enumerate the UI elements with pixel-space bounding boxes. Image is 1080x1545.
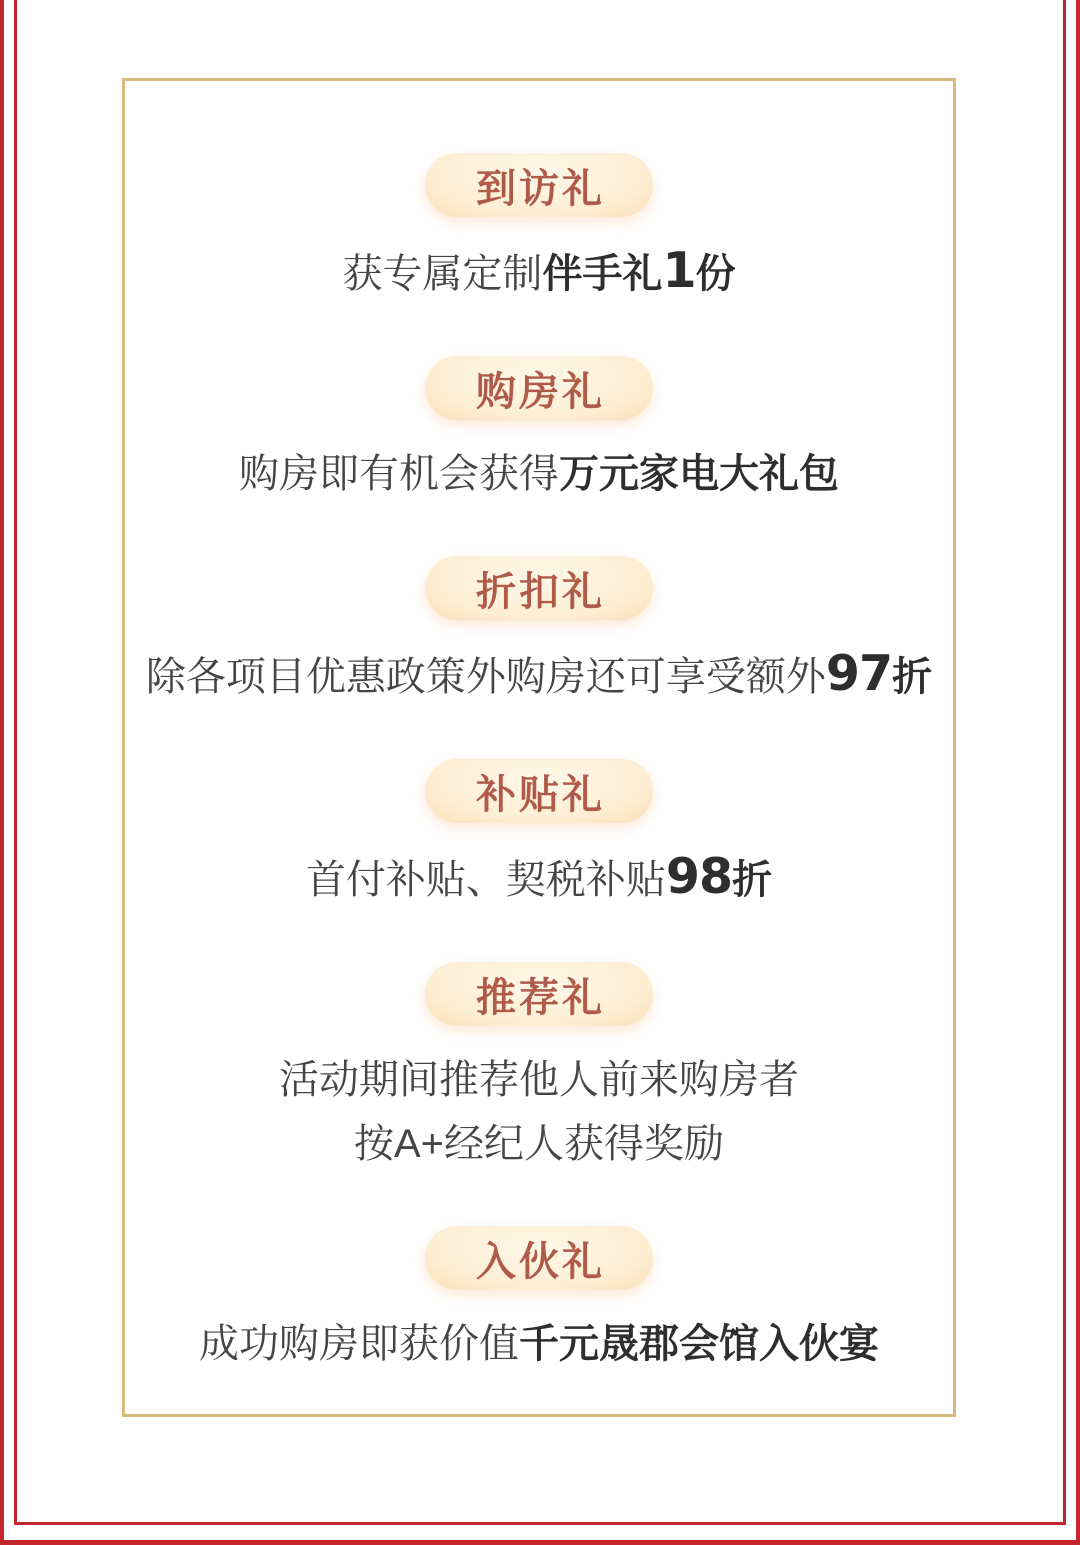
gift-section-purchase-gift <box>239 356 839 506</box>
gift-description <box>199 1312 879 1376</box>
gift-badge-label: 折扣礼 <box>475 569 605 614</box>
gold-border-box <box>122 78 956 1417</box>
gift-description-line <box>279 1048 799 1112</box>
gift-badge-label: 入伙礼 <box>476 1239 605 1284</box>
highlight-text: 千元晟郡会馆入伙宴 <box>519 1322 879 1366</box>
gift-badge <box>425 1226 653 1290</box>
highlight-text: 份 <box>695 252 736 296</box>
highlight-text: 万元家电大礼包 <box>559 452 839 496</box>
plain-text: 购房即有机会获得 <box>239 452 559 496</box>
gift-section-discount-gift <box>146 556 932 709</box>
plain-text: 按A+经纪人获得奖励 <box>353 1122 725 1166</box>
gift-badge-label: 补贴礼 <box>475 772 605 817</box>
gift-section-referral-gift <box>279 962 799 1176</box>
plain-text: 首付补贴、契税补贴 <box>305 858 666 902</box>
gift-badge-label: 购房礼 <box>476 369 605 414</box>
gift-badge <box>425 556 653 620</box>
highlight-number: 98 <box>665 848 733 905</box>
gift-description-line <box>279 1112 799 1176</box>
gift-description-line <box>342 239 735 306</box>
gift-description <box>279 1048 799 1176</box>
plain-text: 成功购房即获价值 <box>199 1322 519 1366</box>
gift-description-line <box>306 845 772 912</box>
gift-section-visit-gift <box>342 153 735 306</box>
highlight-number: 97 <box>825 645 893 702</box>
gift-description <box>146 642 932 709</box>
highlight-text: 折 <box>892 655 933 699</box>
gift-description <box>239 442 839 506</box>
highlight-text: 伴手礼 <box>542 252 663 296</box>
gift-section-housewarming-gift <box>199 1226 879 1376</box>
gift-description-line <box>239 442 839 506</box>
gift-badge <box>425 356 653 420</box>
highlight-number: 1 <box>662 242 696 299</box>
sections-list <box>125 81 953 1426</box>
gift-badge-label: 推荐礼 <box>476 975 605 1020</box>
gift-description <box>342 239 735 306</box>
gift-description <box>306 845 772 912</box>
plain-text: 除各项目优惠政策外购房还可享受额外 <box>145 655 826 699</box>
gift-badge <box>425 759 653 823</box>
gift-description-line <box>146 642 932 709</box>
gift-badge-label: 到访礼 <box>475 166 605 211</box>
gift-description-line <box>199 1312 879 1376</box>
gift-section-subsidy-gift <box>306 759 772 912</box>
plain-text: 活动期间推荐他人前来购房者 <box>279 1058 799 1102</box>
highlight-text: 折 <box>732 858 773 902</box>
plain-text: 获专属定制 <box>342 252 543 296</box>
gift-badge <box>425 962 653 1026</box>
gift-badge <box>425 153 653 217</box>
